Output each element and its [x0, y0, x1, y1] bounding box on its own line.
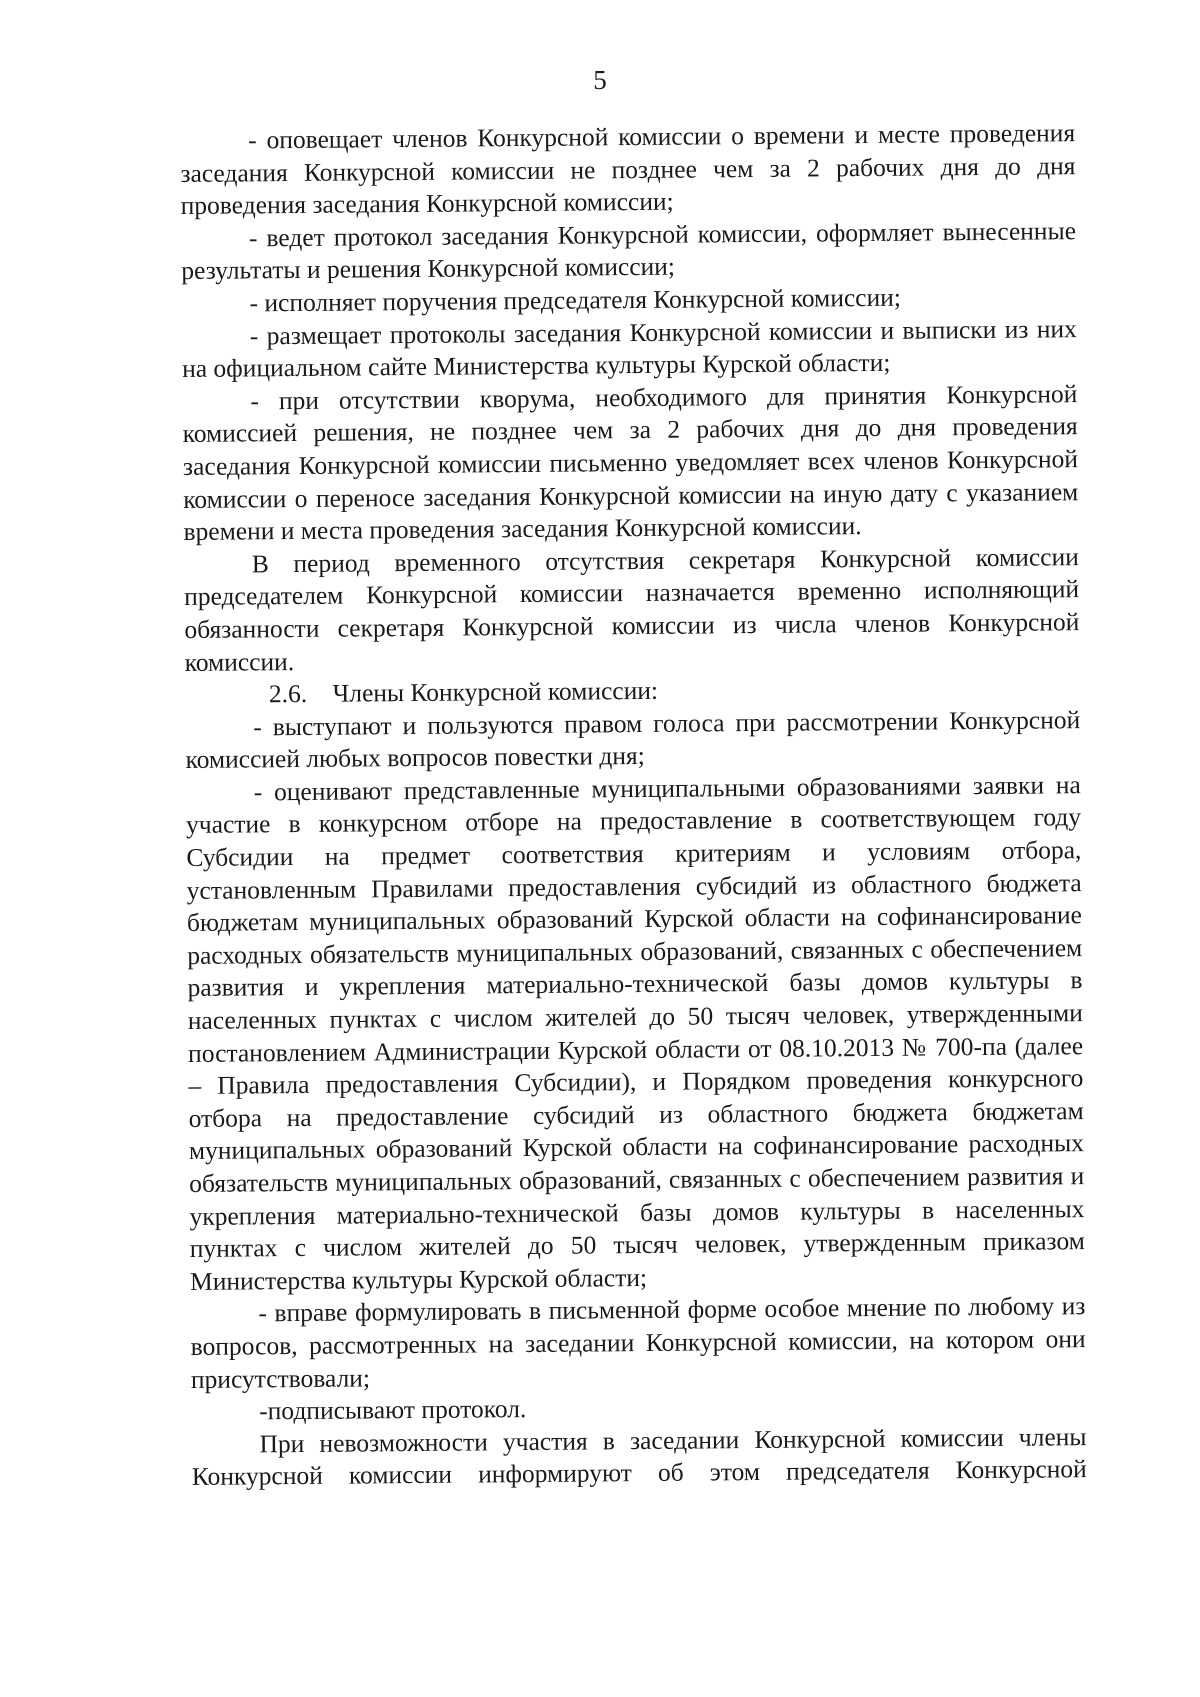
paragraph-secretary-absence: В период временного отсутствия секретаря Конкурсной комиссии председателем Конкурсной комиссии назначается временно исполняющий обязанности секретаря Конкурсной комиссии из числа членов Конкурсной комиссии.	[183, 541, 1080, 677]
paragraph-inability-to-attend: При невозможности участия в заседании Конкурсной комиссии члены Конкурсной комиссии информируют об этом председателя Конкурсной	[191, 1421, 1087, 1492]
paragraph-keeps-protocol: - ведет протокол заседания Конкурсной комиссии, оформляет вынесенные результаты и решения Конкурсной комиссии;	[181, 215, 1077, 286]
paragraph-executes-orders: - исполняет поручения председателя Конкурсной комиссии;	[249, 282, 902, 318]
paragraph-no-quorum: - при отсутствии кворума, необходимого для принятия Конкурсной комиссией решения, не позднее чем за 2 рабочих дня до дня проведения заседания Конкурсной комиссии письменно уведомляет всех членов Конкурсной комиссии о переносе заседания Конкурсной комиссии на иную дату с указанием времени и места проведения заседания Конкурсной комиссии.	[182, 378, 1079, 547]
paragraph-sign-protocol: -подписывают протокол.	[259, 1394, 527, 1426]
paragraph-voting-rights: - выступают и пользуются правом голоса при рассмотрении Конкурсной комиссией любых вопросов повестки дня;	[185, 704, 1081, 775]
document-body	[180, 117, 1087, 1494]
paragraph-evaluate-applications: - оценивают представленные муниципальными образованиями заявки на участие в конкурсном отборе на предоставление в соответствующем году Субсидии на предмет соответствия критериям и условиям отбора, установленным Правилами предоставления субсидий из областного бюджета бюджетам муниципальных образований Курской области на софинансирование расходных обязательств муниципальных образований, связанных с обеспечением развития и укрепления материально-технической базы домов культуры в населенных пунктах с числом жителей до 50 тысяч человек, утвержденными постановлением Администрации Курской области от 08.10.2013 № 700-па (далее – Правила предоставления Субсидии), и Порядком проведения конкурсного отбора на предоставление субсидий из областного бюджета бюджетам муниципальных образований Курской области на софинансирование расходных обязательств муниципальных образований, связанных с обеспечением развития и укрепления материально-технической базы домов культуры в населенных пунктах с числом жителей до 50 тысяч человек, утвержденным приказом Министерства культуры Курской области;	[185, 770, 1085, 1296]
section-heading-2-6: 2.6. Члены Конкурсной комиссии:	[268, 675, 659, 709]
page-number: 5	[593, 65, 607, 95]
paragraph-notify-members: - оповещает членов Конкурсной комиссии о времени и месте проведения заседания Конкурсной комиссии не позднее чем за 2 рабочих дня до дня проведения заседания Конкурсной комиссии;	[180, 118, 1076, 221]
paragraph-publishes-protocols: - размещает протоколы заседания Конкурсной комиссии и выписки из них на официальном сайте Министерства культуры Курской области;	[181, 313, 1077, 384]
paragraph-dissenting-opinion: - вправе формулировать в письменной форме особое мнение по любому из вопросов, рассмотренных на заседании Конкурсной комиссии, на котором они присутствовали;	[190, 1291, 1086, 1394]
